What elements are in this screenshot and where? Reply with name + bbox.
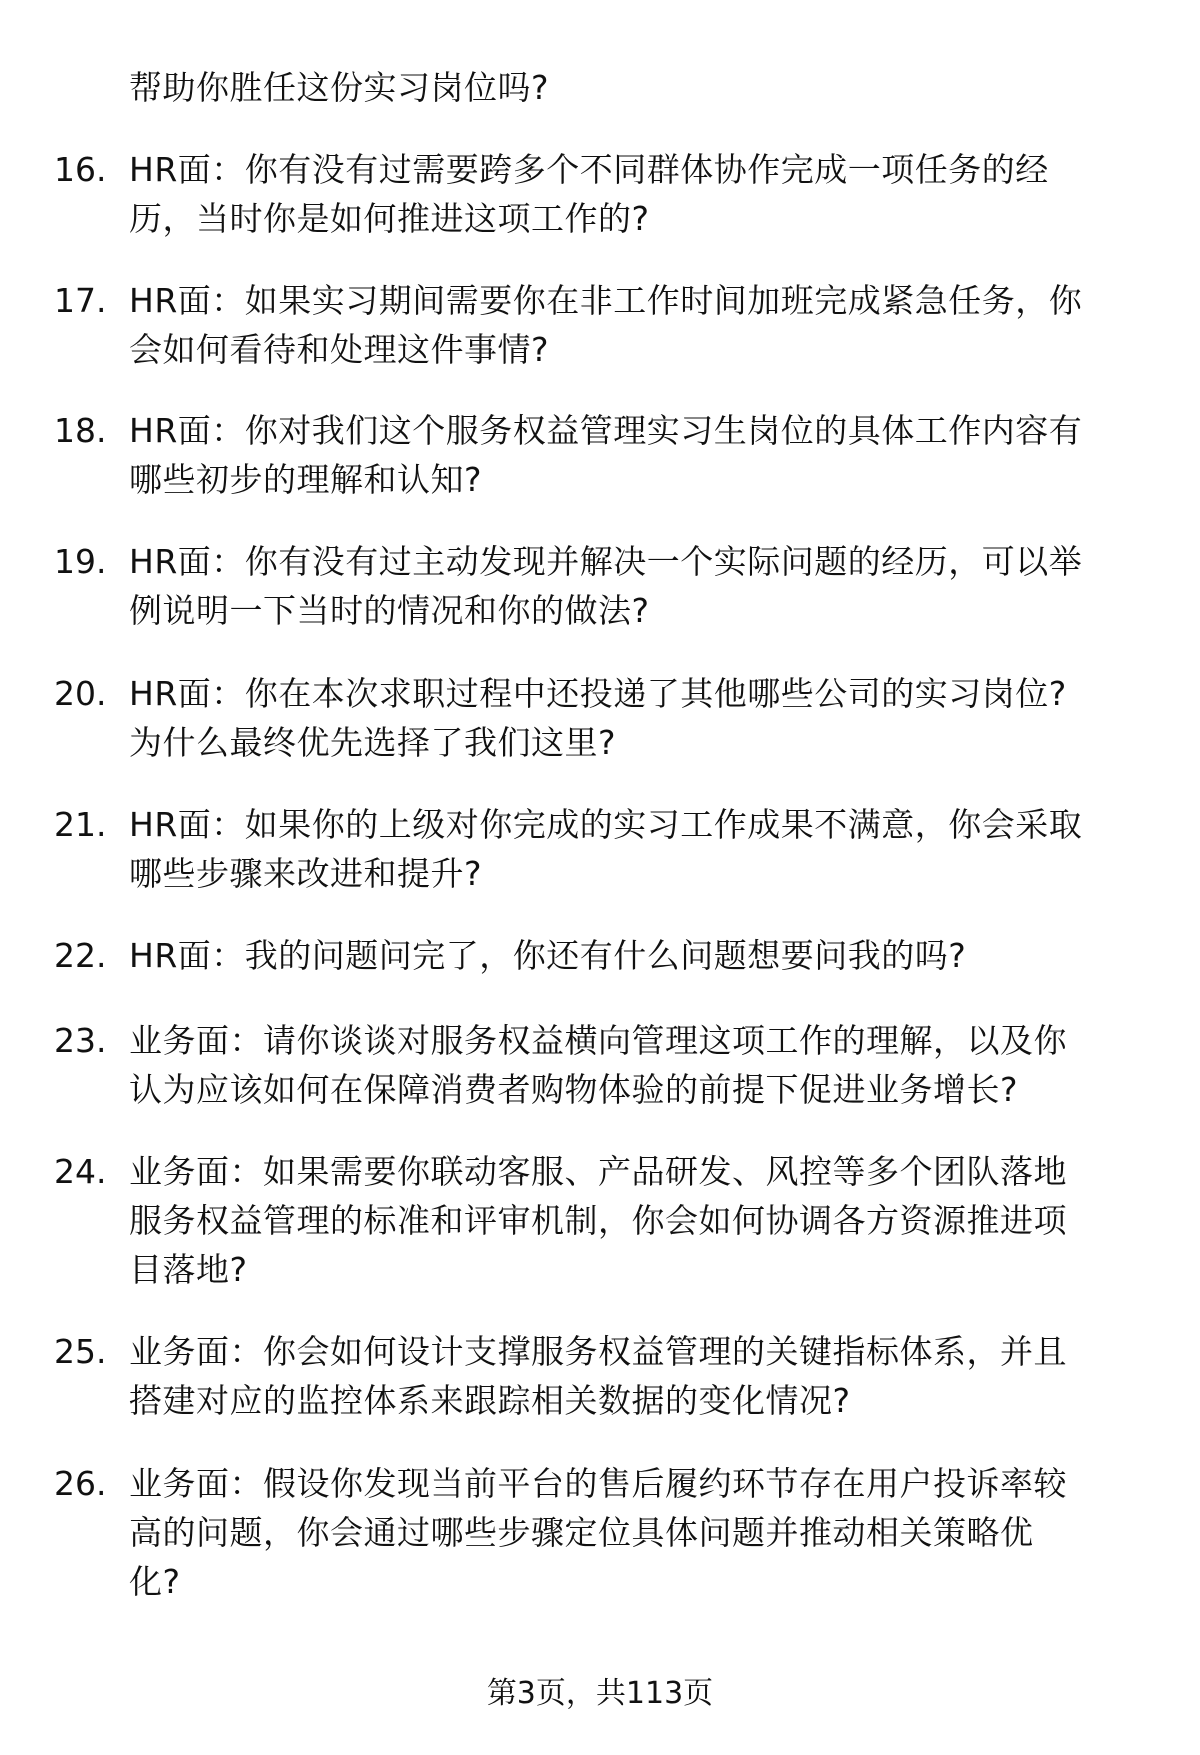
question-line: 历，当时你是如何推进这项工作的? (129, 199, 650, 238)
question-line: 会如何看待和处理这件事情? (129, 330, 550, 369)
question-text (129, 1016, 1179, 1114)
question-line: 业务面：你会如何设计支撑服务权益管理的关键指标体系，并且 (129, 1332, 1067, 1371)
question-line: 业务面：请你谈谈对服务权益横向管理这项工作的理解，以及你 (129, 1021, 1067, 1060)
question-line: 高的问题，你会通过哪些步骤定位具体问题并推动相关策略优 (129, 1513, 1034, 1552)
question-line: 哪些初步的理解和认知? (129, 460, 483, 499)
question-line: 业务面：如果需要你联动客服、产品研发、风控等多个团队落地 (129, 1152, 1067, 1191)
question-text (129, 669, 1179, 767)
question-text (129, 1147, 1179, 1294)
question-line: 业务面：假设你发现当前平台的售后履约环节存在用户投诉率较 (129, 1464, 1067, 1503)
question-line: 目落地? (129, 1250, 248, 1289)
question-line: 帮助你胜任这份实习岗位吗? (129, 68, 550, 107)
question-line: 例说明一下当时的情况和你的做法? (129, 591, 650, 630)
question-text (129, 1459, 1179, 1606)
question-text (129, 406, 1179, 504)
question-number: 16. (54, 150, 107, 189)
question-number: 24. (54, 1152, 107, 1191)
question-line: HR面：你有没有过需要跨多个不同群体协作完成一项任务的经 (129, 150, 1049, 189)
question-line: HR面：如果你的上级对你完成的实习工作成果不满意，你会采取 (129, 805, 1083, 844)
question-line: 化? (129, 1562, 181, 1601)
question-number: 23. (54, 1021, 107, 1060)
question-line: HR面：如果实习期间需要你在非工作时间加班完成紧急任务，你 (129, 281, 1083, 320)
question-line: HR面：你有没有过主动发现并解决一个实际问题的经历，可以举 (129, 542, 1083, 581)
question-line: 服务权益管理的标准和评审机制，你会如何协调各方资源推进项 (129, 1201, 1067, 1240)
question-line: HR面：你对我们这个服务权益管理实习生岗位的具体工作内容有 (129, 411, 1083, 450)
question-number: 21. (54, 805, 107, 844)
question-line: 为什么最终优先选择了我们这里? (129, 723, 617, 762)
question-number: 19. (54, 542, 107, 581)
question-text (129, 931, 1179, 980)
question-line: 认为应该如何在保障消费者购物体验的前提下促进业务增长? (129, 1070, 1019, 1109)
question-line: HR面：你在本次求职过程中还投递了其他哪些公司的实习岗位? (129, 674, 1067, 713)
question-line: 哪些步骤来改进和提升? (129, 854, 483, 893)
question-text (129, 1327, 1179, 1425)
question-text (129, 537, 1179, 635)
question-text (129, 63, 1179, 112)
question-text (129, 800, 1179, 898)
question-text (129, 145, 1179, 243)
question-number: 17. (54, 281, 107, 320)
question-number: 26. (54, 1464, 107, 1503)
question-line: HR面：我的问题问完了，你还有什么问题想要问我的吗? (129, 936, 967, 975)
question-text (129, 276, 1179, 374)
question-number: 22. (54, 936, 107, 975)
page-number: 第3页，共113页 (486, 1676, 714, 1711)
question-number: 25. (54, 1332, 107, 1371)
question-number: 20. (54, 674, 107, 713)
question-line: 搭建对应的监控体系来跟踪相关数据的变化情况? (129, 1381, 851, 1420)
question-number: 18. (54, 411, 107, 450)
